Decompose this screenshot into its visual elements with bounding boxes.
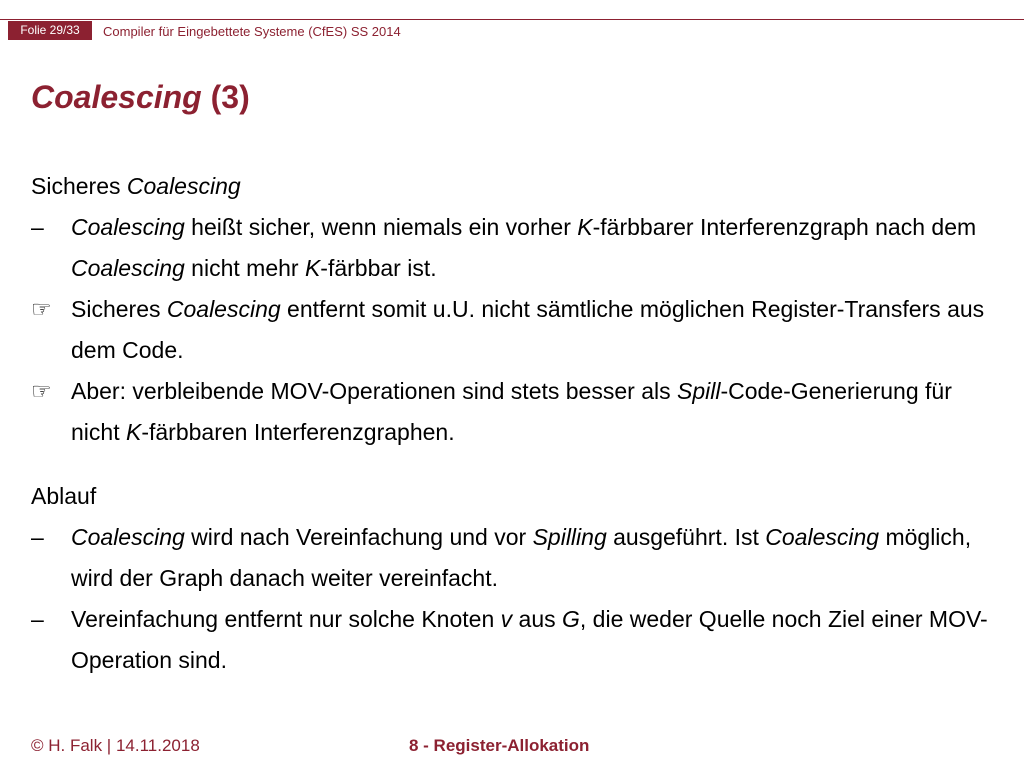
- dash-marker: –: [31, 214, 44, 240]
- header-rule: [0, 19, 1024, 20]
- heading-text: Sicheres: [31, 173, 127, 199]
- pointing-hand-icon: ☞: [31, 378, 52, 404]
- dash-marker: –: [31, 606, 44, 632]
- section-ablauf: [31, 476, 991, 681]
- slide-title-emphasis: Coalescing: [31, 79, 202, 115]
- footer-author-date: © H. Falk | 14.11.2018: [31, 736, 200, 755]
- slide-title-suffix: (3): [201, 79, 250, 115]
- item-text: Coalescing wird nach Vereinfachung und vor Spilling ausgeführt. Ist Coalescing möglich, wird der Graph danach weiter vereinfacht.: [71, 524, 972, 591]
- pointing-hand-icon: ☞: [31, 296, 52, 322]
- section-heading: Ablauf: [31, 483, 97, 509]
- course-title: Compiler für Eingebettete Systeme (CfES) SS 2014: [103, 24, 401, 39]
- list-item: [31, 517, 991, 599]
- item-text: Sicheres Coalescing entfernt somit u.U. nicht sämtliche möglichen Register-Transfers aus dem Code.: [71, 296, 985, 363]
- slide-number-badge: Folie 29/33: [8, 21, 92, 40]
- slide-title: [31, 78, 250, 116]
- section-sicheres-coalescing: [31, 166, 991, 453]
- dash-marker: –: [31, 524, 44, 550]
- footer-chapter: 8 - Register-Allokation: [409, 736, 590, 755]
- item-text: Coalescing heißt sicher, wenn niemals ein vorher K-färbbarer Interferenzgraph nach dem Coalescing nicht mehr K-färbbar ist.: [71, 214, 977, 281]
- section-heading: [31, 166, 991, 207]
- heading-emph: Coalescing: [126, 173, 241, 199]
- slide-content: [31, 166, 991, 681]
- list-item: [31, 289, 991, 371]
- section-spacer: [31, 453, 991, 476]
- list-item: [31, 599, 991, 681]
- item-text: Vereinfachung entfernt nur solche Knoten v aus G, die weder Quelle noch Ziel einer MOV-Operation sind.: [71, 606, 988, 673]
- list-item: [31, 207, 991, 289]
- item-text: Aber: verbleibende MOV-Operationen sind stets besser als Spill-Code-Generierung für nicht K-färbbaren Interferenzgraphen.: [71, 378, 952, 445]
- list-item: [31, 371, 991, 453]
